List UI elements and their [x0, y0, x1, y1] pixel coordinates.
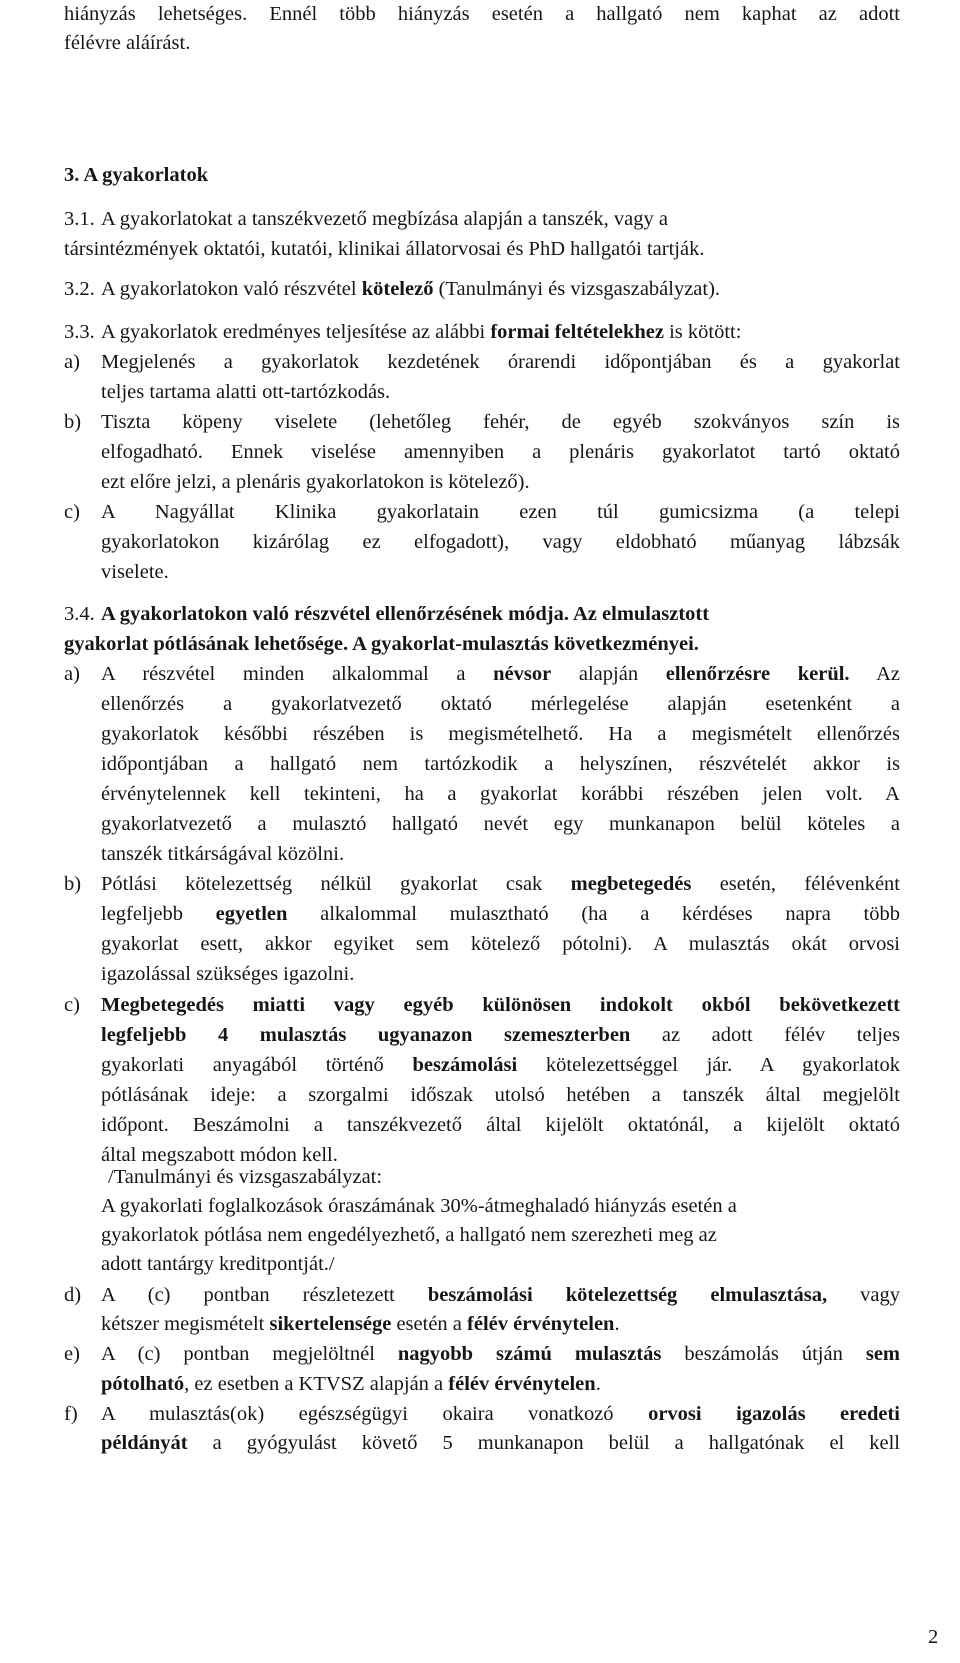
list-item-line: időpont. Beszámolni a tanszékvezető által kijelölt oktatónál, a kijelölt oktató: [101, 1114, 900, 1136]
list-item-line: gyakorlatok későbbi részében is megismételhető. Ha a megismételt ellenőrzés: [101, 723, 900, 745]
list-item-line: A (c) pontban megjelöltnél nagyobb számú mulasztás beszámolás útján sem: [101, 1343, 900, 1365]
list-marker: f): [64, 1403, 78, 1425]
list-item-line: gyakorlatvezető a mulasztó hallgató nevét egy munkanapon belül köteles a: [101, 813, 900, 835]
list-marker: b): [64, 411, 82, 433]
list-item-line: pótolható, ez esetben a KTVSZ alapján a félév érvénytelen.: [101, 1373, 601, 1395]
paragraph-line: A gyakorlatokat a tanszékvezető megbízása alapján a tanszék, vagy a: [101, 208, 668, 230]
list-item-line: gyakorlat esett, akkor egyiket sem kötelező pótolni). A mulasztás okát orvosi: [101, 933, 900, 955]
list-item-line: Tiszta köpeny viselete (lehetőleg fehér, de egyéb szokványos szín is: [101, 411, 900, 433]
paragraph-line: A gyakorlatokon való részvétel kötelező (Tanulmányi és vizsgaszabályzat).: [101, 278, 721, 300]
list-item-line: gyakorlatokon kizárólag ez elfogadott), vagy eldobható műanyag lábzsák: [101, 531, 900, 553]
section-heading: 3. A gyakorlatok: [64, 164, 209, 186]
section-number: 3.1.: [64, 208, 95, 230]
list-marker: a): [64, 663, 80, 685]
regulation-quote-line: adott tantárgy kreditpontját./: [101, 1253, 335, 1275]
list-marker: c): [64, 501, 80, 523]
section-number: 3.4.: [64, 603, 95, 625]
list-marker: a): [64, 351, 80, 373]
list-marker: b): [64, 873, 82, 895]
list-item-line: által megszabott módon kell.: [101, 1144, 338, 1166]
list-item-line: érvénytelennek kell tekinteni, ha a gyakorlat korábbi részében jelen volt. A: [101, 783, 900, 805]
paragraph-line: félévre aláírást.: [64, 32, 191, 54]
list-item-line: ezt előre jelzi, a plenáris gyakorlatokon is kötelező).: [101, 471, 530, 493]
list-item-line: elfogadható. Ennek viselése amennyiben a plenáris gyakorlatot tartó oktató: [101, 441, 900, 463]
list-item-line: igazolással szükséges igazolni.: [101, 963, 355, 985]
page-number: 2: [928, 1626, 939, 1648]
list-marker: c): [64, 994, 80, 1016]
paragraph-line: gyakorlat pótlásának lehetősége. A gyakorlat-mulasztás következményei.: [64, 633, 699, 655]
list-item-line: teljes tartama alatti ott-tartózkodás.: [101, 381, 391, 403]
paragraph-line: társintézmények oktatói, kutatói, klinikai állatorvosai és PhD hallgatói tartják.: [64, 238, 705, 260]
list-item-line: időpontjában a hallgató nem tartózkodik a helyszínen, részvételét akkor is: [101, 753, 900, 775]
list-item-line: viselete.: [101, 561, 169, 583]
list-item-line: kétszer megismételt sikertelensége esetén a félév érvénytelen.: [101, 1313, 620, 1335]
list-item-line: legfeljebb egyetlen alkalommal mulasztható (ha a kérdéses napra több: [101, 903, 900, 925]
list-item-line: Megbetegedés miatti vagy egyéb különösen indokolt okból bekövetkezett: [101, 994, 900, 1016]
list-item-line: Pótlási kötelezettség nélkül gyakorlat csak megbetegedés esetén, félévenként: [101, 873, 900, 895]
list-item-line: Megjelenés a gyakorlatok kezdetének órarendi időpontjában és a gyakorlat: [101, 351, 900, 373]
list-marker: e): [64, 1343, 80, 1365]
list-item-line: A (c) pontban részletezett beszámolási kötelezettség elmulasztása, vagy: [101, 1284, 900, 1306]
list-item-line: gyakorlati anyagából történő beszámolási kötelezettséggel jár. A gyakorlatok: [101, 1054, 901, 1076]
list-marker: d): [64, 1284, 82, 1306]
regulation-quote-line: A gyakorlati foglalkozások óraszámának 30%-átmeghaladó hiányzás esetén a: [101, 1195, 737, 1217]
list-item-line: tanszék titkárságával közölni.: [101, 843, 345, 865]
list-item-line: A mulasztás(ok) egészségügyi okaira vonatkozó orvosi igazolás eredeti: [101, 1403, 900, 1425]
list-item-line: A részvétel minden alkalommal a névsor alapján ellenőrzésre kerül. Az: [101, 663, 900, 685]
list-item-line: legfeljebb 4 mulasztás ugyanazon szemeszterben az adott félév teljes: [101, 1024, 900, 1046]
list-item-line: példányát a gyógyulást követő 5 munkanapon belül a hallgatónak el kell: [101, 1432, 900, 1454]
section-number: 3.2.: [64, 278, 95, 300]
paragraph-line: A gyakorlatokon való részvétel ellenőrzésének módja. Az elmulasztott: [101, 603, 710, 625]
regulation-quote-line: gyakorlatok pótlása nem engedélyezhető, a hallgató nem szerezheti meg az: [101, 1224, 717, 1246]
paragraph-line: hiányzás lehetséges. Ennél több hiányzás esetén a hallgató nem kaphat az adott: [64, 3, 900, 25]
paragraph-line: A gyakorlatok eredményes teljesítése az alábbi formai feltételekhez is kötött:: [101, 321, 742, 343]
regulation-quote-line: /Tanulmányi és vizsgaszabályzat:: [108, 1166, 383, 1188]
list-item-line: pótlásának ideje: a szorgalmi időszak utolsó hetében a tanszék által megjelölt: [101, 1084, 900, 1106]
list-item-line: A Nagyállat Klinika gyakorlatain ezen túl gumicsizma (a telepi: [101, 501, 900, 523]
section-number: 3.3.: [64, 321, 95, 343]
list-item-line: ellenőrzés a gyakorlatvezető oktató mérlegelése alapján esetenként a: [101, 693, 900, 715]
